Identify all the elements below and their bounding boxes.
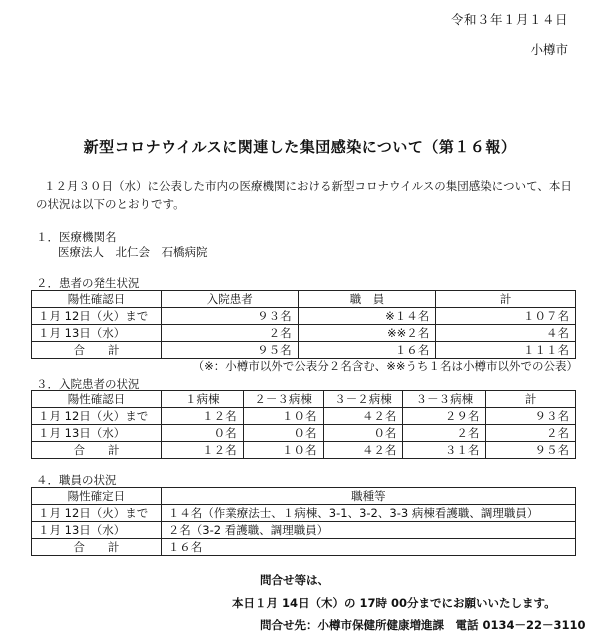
- section2-heading: ２．患者の発生状況: [36, 276, 140, 290]
- table-row: [32, 325, 576, 342]
- table-row: [32, 505, 576, 522]
- table-header-row: [32, 291, 576, 308]
- table-total-row: [32, 442, 576, 459]
- patients-table: [31, 290, 576, 359]
- total-cell: １１１名: [436, 342, 576, 359]
- col-header: 計: [436, 291, 576, 308]
- table-row: [32, 308, 576, 325]
- date-cell: １月 13日（水）: [32, 325, 162, 342]
- section1-heading: １．医療機関名: [36, 230, 117, 244]
- table-header-row: [32, 391, 576, 408]
- intro-paragraph: [36, 177, 584, 213]
- hospital-name: 医療法人 北仁会 石橋病院: [58, 245, 208, 259]
- total-cell: ２名: [486, 425, 576, 442]
- table-total-row: [32, 342, 576, 359]
- ward-cell: ２名: [403, 425, 486, 442]
- col-header: 陽性確定日: [32, 488, 162, 505]
- col-header: ２－３病棟: [243, 391, 323, 408]
- inpatients-cell: ９５名: [161, 342, 298, 359]
- ward-cell: ０名: [161, 425, 243, 442]
- date-cell: １月 12日（火）まで: [32, 308, 162, 325]
- staff-cell: ※※２名: [298, 325, 436, 342]
- detail-cell: １４名（作業療法士、１病棟、3-1、3-2、3-3 病棟看護職、調理職員）: [161, 505, 575, 522]
- intro-line-2: の状況は以下のとおりです。: [36, 197, 185, 211]
- ward-cell: ４２名: [323, 442, 403, 459]
- col-header: 計: [486, 391, 576, 408]
- issuer-city: 小樽市: [530, 42, 568, 57]
- col-header: ３－３病棟: [403, 391, 486, 408]
- table-row: [32, 425, 576, 442]
- ward-cell: １２名: [161, 442, 243, 459]
- document-date: 令和３年１月１４日: [450, 12, 568, 27]
- col-header: 入院患者: [161, 291, 298, 308]
- date-cell: １月 12日（火）まで: [32, 505, 162, 522]
- ward-cell: ３１名: [403, 442, 486, 459]
- col-header: 職種等: [161, 488, 575, 505]
- table-row: [32, 408, 576, 425]
- contact-deadline: 本日１月 14日（木）の 17時 00分までにお願いいたします。: [232, 596, 556, 610]
- total-label-cell: 合 計: [32, 442, 162, 459]
- staff-table: [31, 487, 576, 556]
- ward-cell: １０名: [243, 408, 323, 425]
- detail-cell: ２名（3-2 看護職、調理職員）: [161, 522, 575, 539]
- ward-cell: ０名: [243, 425, 323, 442]
- total-label-cell: 合 計: [32, 539, 162, 556]
- inpatients-table: [31, 390, 576, 459]
- date-cell: １月 13日（水）: [32, 425, 162, 442]
- table-total-row: [32, 539, 576, 556]
- col-header: 陽性確認日: [32, 391, 162, 408]
- ward-cell: １２名: [161, 408, 243, 425]
- staff-cell: １６名: [298, 342, 436, 359]
- total-cell: ４名: [436, 325, 576, 342]
- ward-cell: ０名: [323, 425, 403, 442]
- contact-heading: 問合せ等は、: [260, 573, 329, 587]
- patients-table-note: （※：小樽市以外で公表分２名含む、※※うち１名は小樽市以外での公表）: [192, 359, 578, 373]
- contact-info: 問合せ先：小樽市保健所健康増進課 電話 0134－22－3110: [260, 618, 586, 632]
- detail-cell: １６名: [161, 539, 575, 556]
- date-cell: １月 12日（火）まで: [32, 408, 162, 425]
- total-cell: ９３名: [486, 408, 576, 425]
- page-title: 新型コロナウイルスに関連した集団感染について（第１６報）: [83, 138, 517, 156]
- total-label-cell: 合 計: [32, 342, 162, 359]
- staff-cell: ※１４名: [298, 308, 436, 325]
- table-header-row: [32, 488, 576, 505]
- intro-line-1: １２月３０日（水）に公表した市内の医療機関における新型コロナウイルスの集団感染について、本日: [44, 179, 572, 193]
- total-cell: ９５名: [486, 442, 576, 459]
- section4-heading: ４．職員の状況: [36, 473, 117, 487]
- ward-cell: １０名: [243, 442, 323, 459]
- ward-cell: ２９名: [403, 408, 486, 425]
- col-header: １病棟: [161, 391, 243, 408]
- inpatients-cell: ２名: [161, 325, 298, 342]
- date-cell: １月 13日（水）: [32, 522, 162, 539]
- inpatients-cell: ９３名: [161, 308, 298, 325]
- col-header: ３－２病棟: [323, 391, 403, 408]
- ward-cell: ４２名: [323, 408, 403, 425]
- col-header: 陽性確認日: [32, 291, 162, 308]
- section3-heading: ３．入院患者の状況: [36, 377, 140, 391]
- total-cell: １０７名: [436, 308, 576, 325]
- table-row: [32, 522, 576, 539]
- col-header: 職 員: [298, 291, 436, 308]
